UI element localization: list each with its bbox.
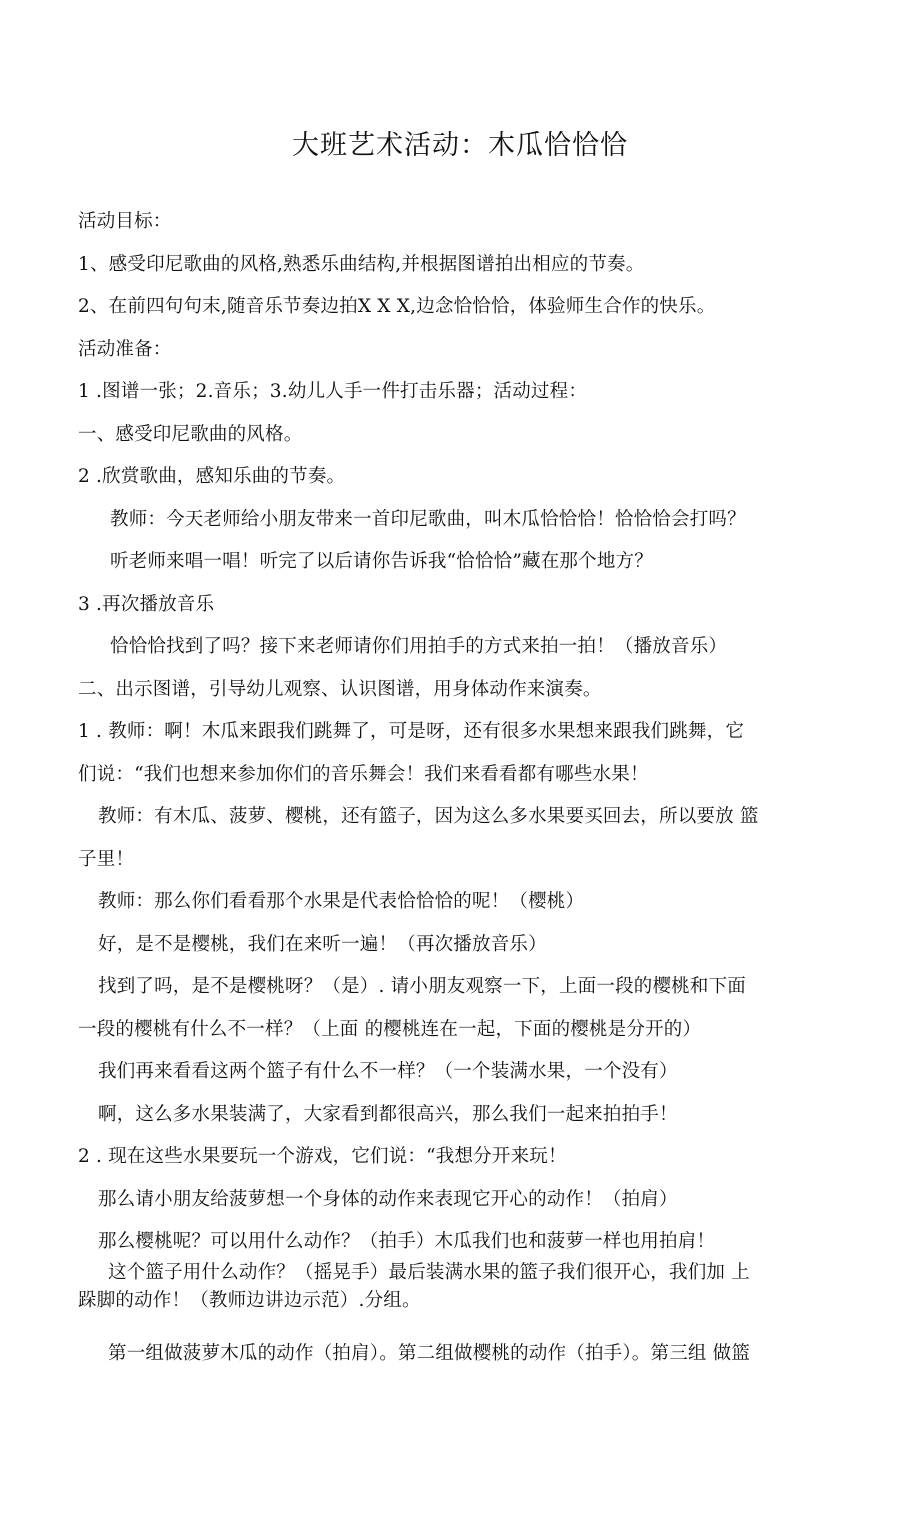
text-line: 跺脚的动作！（教师边讲边示范）.分组。 [78, 1290, 421, 1311]
text-line: 第一组做菠萝木瓜的动作（拍肩）。第二组做樱桃的动作（拍手）。第三组 做篮 [108, 1343, 751, 1364]
text-line: 找到了吗，是不是樱桃呀？（是）. 请小朋友观察一下，上面一段的樱桃和下面 [98, 976, 746, 997]
text-line: 一段的樱桃有什么不一样？（上面 的樱桃连在一起，下面的樱桃是分开的） [78, 1019, 702, 1040]
text-line: 恰恰恰找到了吗？接下来老师请你们用拍手的方式来拍一拍！（播放音乐） [110, 636, 728, 657]
text-line: 二、出示图谱，引导幼儿观察、认识图谱，用身体动作来演奏。 [78, 679, 602, 700]
text-line: 教师：那么你们看看那个水果是代表恰恰恰的呢！（樱桃） [98, 891, 585, 912]
text-line: 听老师来唱一唱！听完了以后请你告诉我“恰恰恰”藏在那个地方？ [110, 551, 653, 572]
text-line: 一、感受印尼歌曲的风格。 [78, 424, 303, 445]
text-line: 2 . 现在这些水果要玩一个游戏，它们说：“我想分开来玩！ [78, 1146, 567, 1167]
text-line: 啊，这么多水果装满了，大家看到都很高兴，那么我们一起来拍拍手！ [98, 1104, 678, 1125]
text-line: 子里！ [78, 849, 135, 870]
document-title: 大班艺术活动：木瓜恰恰恰 [292, 130, 628, 161]
text-line: 活动准备： [78, 339, 172, 360]
text-line: 那么樱桃呢？可以用什么动作？（拍手）木瓜我们也和菠萝一样也用拍肩！ [98, 1231, 716, 1252]
text-line: 1 . 教师：啊！木瓜来跟我们跳舞了，可是呀，还有很多水果想来跟我们跳舞，它 [78, 721, 745, 742]
text-line: 好，是不是樱桃，我们在来听一遍！（再次播放音乐） [98, 934, 547, 955]
text-line: 教师：有木瓜、菠萝、樱桃，还有篮子，因为这么多水果要买回去，所以要放 篮 [98, 806, 759, 827]
text-line: 我们再来看看这两个篮子有什么不一样？（一个装满水果，一个没有） [98, 1061, 678, 1082]
text-line: 2 .欣赏歌曲，感知乐曲的节奏。 [78, 466, 346, 487]
text-line: 2、在前四句句末,随音乐节奏边拍X X X,边念恰恰恰，体验师生合作的快乐。 [78, 296, 716, 317]
text-line: 教师：今天老师给小朋友带来一首印尼歌曲，叫木瓜恰恰恰！恰恰恰会打吗？ [110, 509, 746, 530]
text-line: 1 .图谱一张；2.音乐；3.幼儿人手一件打击乐器；活动过程： [78, 381, 588, 402]
text-line: 活动目标： [78, 211, 172, 232]
text-line: 们说：“我们也想来参加你们的音乐舞会！我们来看看都有哪些水果！ [78, 764, 649, 785]
text-line: 1、感受印尼歌曲的风格,熟悉乐曲结构,并根据图谱拍出相应的节奏。 [78, 254, 645, 275]
text-line: 那么请小朋友给菠萝想一个身体的动作来表现它开心的动作！（拍肩） [98, 1189, 678, 1210]
text-line: 3 .再次播放音乐 [78, 594, 215, 615]
text-line: 这个篮子用什么动作？（摇晃手）最后装满水果的篮子我们很开心，我们加 上 [108, 1262, 750, 1283]
